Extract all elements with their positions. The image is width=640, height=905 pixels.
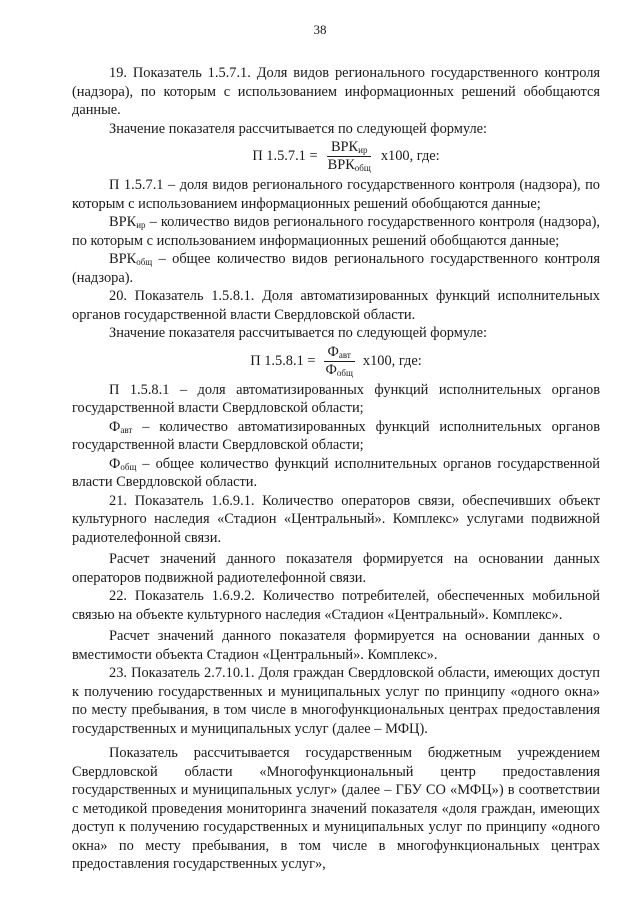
formula-rhs: х100, где: (380, 148, 440, 165)
definition-p1581: П 1.5.8.1 – доля автоматизированных функций исполнительных органов государственной власти Свердловской области; (72, 381, 600, 416)
document-body (72, 64, 600, 874)
formula-1-5-7-1 (72, 139, 600, 174)
fraction-denominator: $ВРК_{общ}$ (327, 157, 371, 173)
paragraph-22-title: 22. Показатель 1.6.9.2. Количество потребителей, обеспеченных мобильной связью на объекте культурного наследия «Стадион «Центральный». Комплекс». (72, 588, 600, 623)
paragraph-22-calc: Расчет значений данного показателя формируется на основании данных о вместимости объекта Стадион «Центральный». Комплекс». (72, 628, 600, 663)
paragraph-19-intro: Значение показателя рассчитывается по следующей формуле: (109, 120, 488, 137)
paragraph-20-title: 20. Показатель 1.5.8.1. Доля автоматизированных функций исполнительных органов государственной власти Свердловской области. (72, 288, 600, 323)
formula-1-5-8-1 (72, 344, 600, 379)
paragraph-20-intro: Значение показателя рассчитывается по следующей формуле: (109, 325, 488, 341)
page-number: 38 (313, 22, 327, 37)
definition-vrk-obsh: $ВРК_{общ}$ – общее количество видов регионального государственного контроля (надзора). (72, 251, 600, 286)
paragraph-23-title: 23. Показатель 2.7.10.1. Доля граждан Свердловской области, имеющих доступ к получению государственных и муниципальных услуг по принципу «одного окна» по месту пребывания, в том числе в многофункциональных центрах предоставления государственных и муниципальных услуг (далее – МФЦ). (72, 665, 600, 737)
formula-fraction (324, 139, 375, 174)
definition-f-obsh: $Ф_{общ}$ – общее количество функций исполнительных органов государственной власти Свердловской области. (72, 455, 600, 490)
formula-rhs: х100, где: (362, 352, 422, 369)
definition-f-avt: $Ф_{авт}$ – количество автоматизированных функций исполнительных органов государственной власти Свердловской области; (72, 418, 600, 453)
paragraph-19-title: 19. Показатель 1.5.7.1. Доля видов регионального государственного контроля (надзора), по которым с использованием информационных решений обобщаются данные. (72, 65, 600, 118)
paragraph-21-title: 21. Показатель 1.6.9.1. Количество операторов связи, обеспечивших объект культурного наследия «Стадион «Центральный». Комплекс» услугами подвижной радиотелефонной связи. (72, 492, 600, 546)
definition-vrk-ir: $ВРК_{ир}$ – количество видов регионального государственного контроля (надзора), по которым с использованием информационных решений обобщаются данные; (72, 214, 600, 249)
formula-lhs: П 1.5.7.1 = (252, 148, 318, 165)
fraction-denominator: $Ф_{общ}$ (325, 361, 353, 378)
formula-fraction (322, 344, 357, 379)
paragraph-23-calc: Показатель рассчитывается государственным бюджетным учреждением Свердловской области «Многофункциональный центр предоставления государственных и муниципальных услуг» (далее – ГБУ СО «МФЦ») в соответствии с методикой проведения мониторинга значений показателя «доля граждан, имеющих доступ к получению государственных и муниципальных услуг по принципу «одного окна» по месту пребывания, в том числе в многофункциональных центрах предоставления государственных услуг», (72, 745, 600, 872)
fraction-numerator: $Ф_{авт}$ (324, 344, 355, 362)
formula-lhs: П 1.5.8.1 = (250, 352, 316, 369)
definition-p1571: П 1.5.7.1 – доля видов регионального государственного контроля (надзора), по которым с использованием информационных решений обобщаются данные; (72, 177, 600, 212)
paragraph-21-calc: Расчет значений данного показателя формируется на основании данных операторов подвижной радиотелефонной связи. (72, 551, 600, 586)
fraction-numerator: $ВРК_{ир}$ (327, 139, 372, 157)
